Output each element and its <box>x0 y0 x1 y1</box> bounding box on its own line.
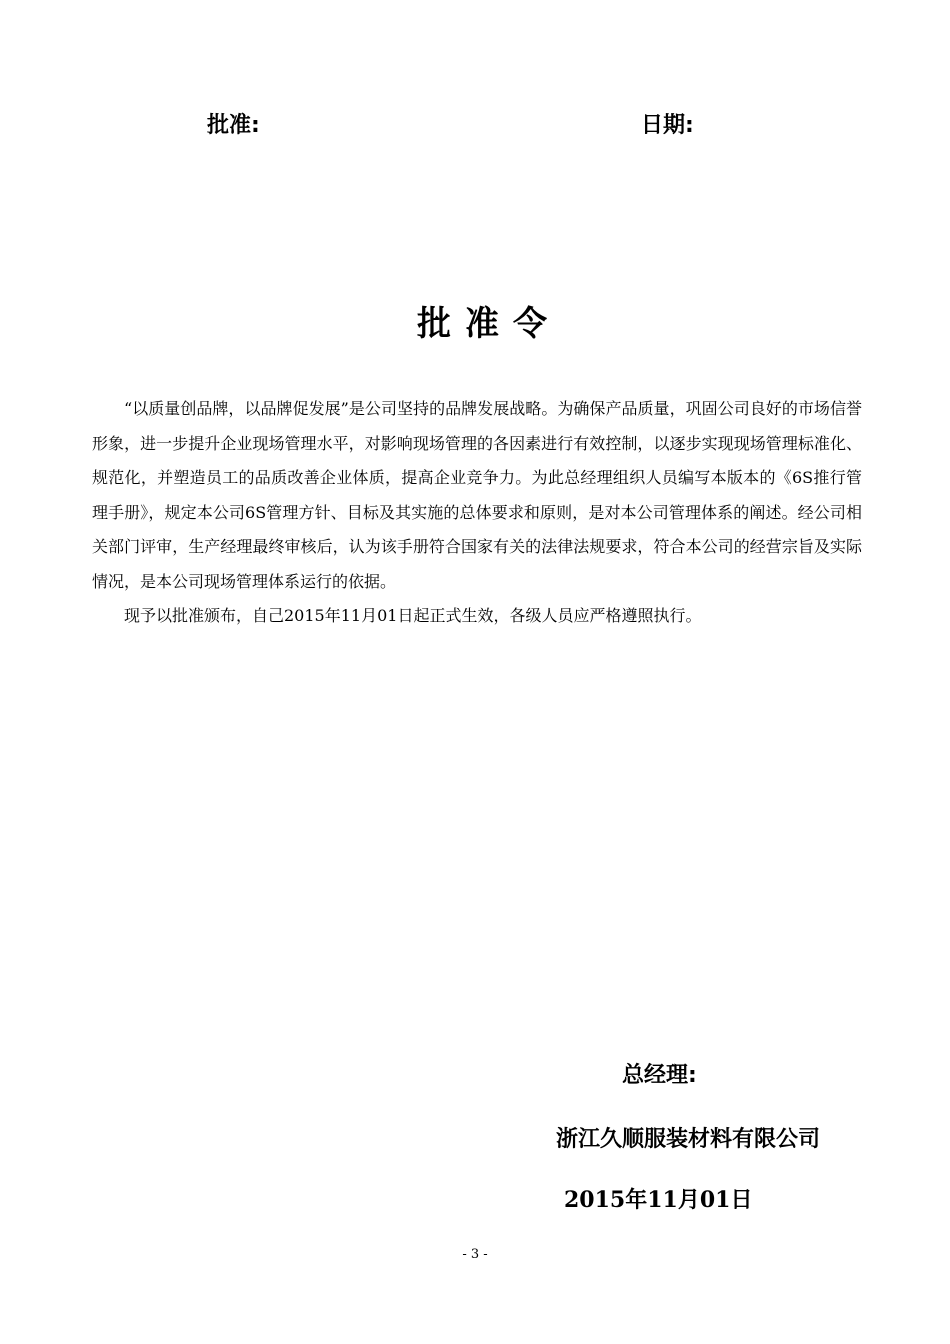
signature-date: 2015年11月01日 <box>564 1187 753 1213</box>
approve-label: 批准: <box>207 113 260 138</box>
document-title: 批准令 <box>417 304 561 344</box>
body-paragraph-2: 现予以批准颁布，自己2015年11月01日起正式生效，各级人员应严格遵照执行。 <box>124 606 702 625</box>
body-text <box>92 392 862 634</box>
manager-signature-label: 总经理: <box>622 1063 697 1088</box>
body-paragraph-1: “以质量创品牌，以品牌促发展”是公司坚持的品牌发展战略。为确保产品质量，巩固公司良好的市场信誉形象，进一步提升企业现场管理水平，对影响现场管理的各因素进行有效控制，以逐步实现现场管理标准化、规范化，并塑造员工的品质改善企业体质，提高企业竞争力。为此总经理组织人员编写本版本的《6S推行管理手册》，规定本公司6S管理方针、目标及其实施的总体要求和原则，是对本公司管理体系的阐述。经公司相关部门评审，生产经理最终审核后，认为该手册符合国家有关的法律法规要求，符合本公司的经营宗旨及实际情况，是本公司现场管理体系运行的依据。 <box>92 399 862 591</box>
date-label: 日期: <box>641 113 694 138</box>
company-name: 浙江久顺服装材料有限公司 <box>556 1127 821 1152</box>
page-number: - 3 - <box>462 1247 488 1262</box>
